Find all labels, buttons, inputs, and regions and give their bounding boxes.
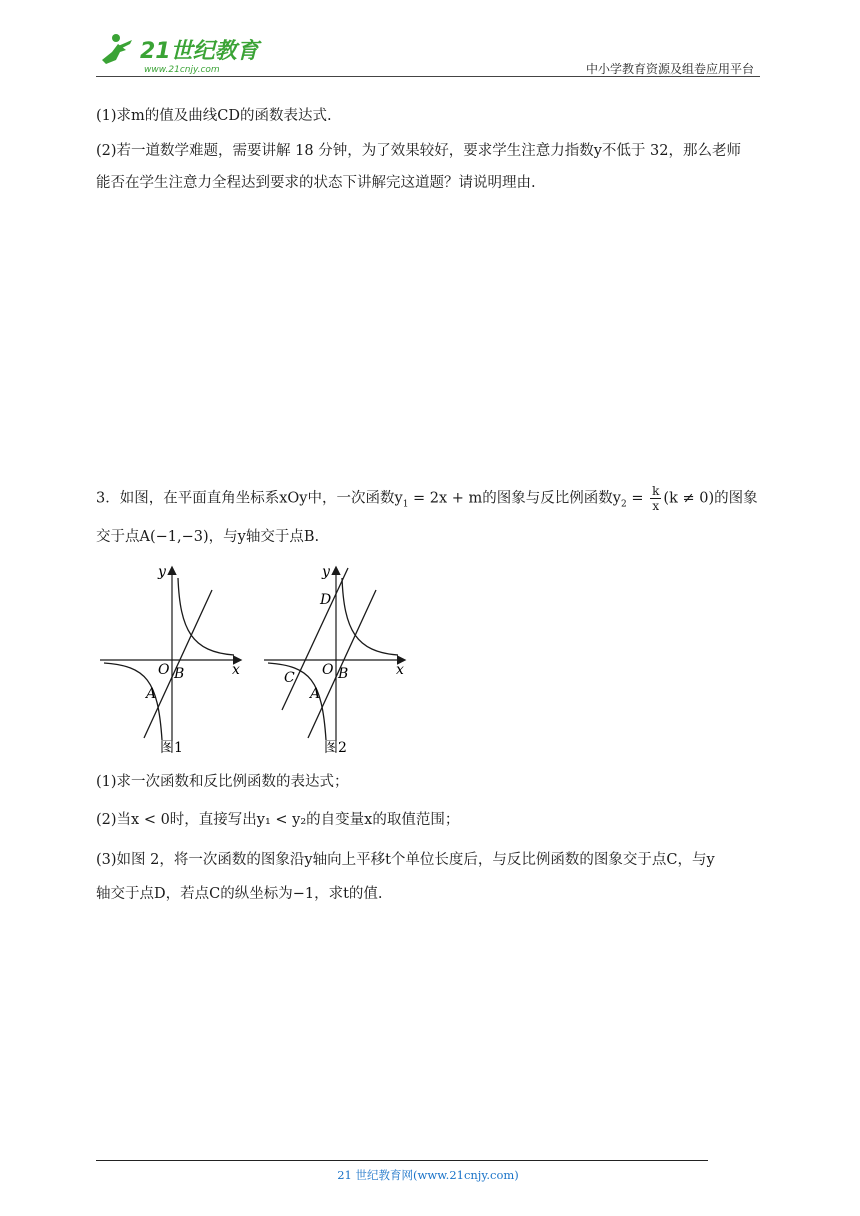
fig1-A-label: A <box>146 686 157 702</box>
fig2-x-label: x <box>396 662 404 678</box>
q3-stem-d: (k ≠ 0)的图象 <box>663 490 758 507</box>
figure-1 <box>100 564 240 756</box>
header-platform-text: 中小学教育资源及组卷应用平台 <box>585 62 754 76</box>
footer-link[interactable]: 21 世纪教育网(www.21cnjy.com) <box>337 1168 519 1182</box>
fig1-y-label: y <box>158 564 166 580</box>
q3-figures <box>96 560 416 760</box>
fig2-O-label: O <box>322 662 334 678</box>
fig2-B-label: B <box>338 666 349 682</box>
q3-stem-line2: 交于点A(−1,−3)，与y轴交于点B. <box>96 529 320 545</box>
q3-stem-a: 3．如图，在平面直角坐标系xOy中，一次函数y <box>96 490 403 507</box>
q3-part2: (2)当x < 0时，直接写出y₁ < y₂的自变量x的取值范围； <box>96 812 460 828</box>
fig1-line <box>144 590 212 738</box>
q3-part1: (1)求一次函数和反比例函数的表达式； <box>96 774 349 790</box>
fig2-line-original <box>308 590 376 738</box>
fig2-caption: 图2 <box>324 740 347 756</box>
frac-numerator: k <box>652 484 660 498</box>
fig2-y-label: y <box>322 564 330 580</box>
footer-divider <box>96 1160 708 1161</box>
k-over-x-fraction <box>650 484 661 513</box>
fig2-hyperbola-q1 <box>342 578 398 655</box>
logo-text: 21世纪教育 <box>140 39 259 64</box>
site-logo <box>96 30 266 76</box>
logo-url: www.21cnjy.com <box>144 65 220 75</box>
fig1-x-label: x <box>232 662 240 678</box>
frac-denominator: x <box>652 499 660 513</box>
q2-part2-line2: 能否在学生注意力全程达到要求的状态下讲解完这道题？请说明理由. <box>96 175 536 191</box>
q3-part3-line1: (3)如图 2，将一次函数的图象沿y轴向上平移t个单位长度后，与反比例函数的图象交于点C，与y <box>96 852 715 868</box>
fig1-caption: 图1 <box>160 740 183 756</box>
fig1-hyperbola-q1 <box>178 578 234 655</box>
q2-part1: (1)求m的值及曲线CD的函数表达式. <box>96 108 332 124</box>
q3-stem-b: = 2x + m的图象与反比例函数y <box>408 490 622 507</box>
fig1-O-label: O <box>158 662 170 678</box>
fig2-A-label: A <box>310 686 321 702</box>
q2-part2-line1: (2)若一道数学难题，需要讲解 18 分钟，为了效果较好，要求学生注意力指数y不低于 32，那么老师 <box>96 143 741 159</box>
q3-stem-line1: 3．如图，在平面直角坐标系xOy中，一次函数$y_1 = 2x + m$的图象与反比例函数$y_2$ = $\frac{k}{x}$ (k ≠ 0)的图象 <box>96 484 758 513</box>
runner-logo-icon <box>102 34 132 64</box>
figure-2 <box>264 564 404 756</box>
q3-stem-c: = <box>626 490 649 507</box>
fig2-C-label: C <box>284 670 295 686</box>
q3-part3-line2: 轴交于点D，若点C的纵坐标为−1，求t的值. <box>96 886 383 902</box>
header-divider <box>96 76 760 77</box>
fig2-D-label: D <box>320 592 332 608</box>
fig1-B-label: B <box>174 666 185 682</box>
